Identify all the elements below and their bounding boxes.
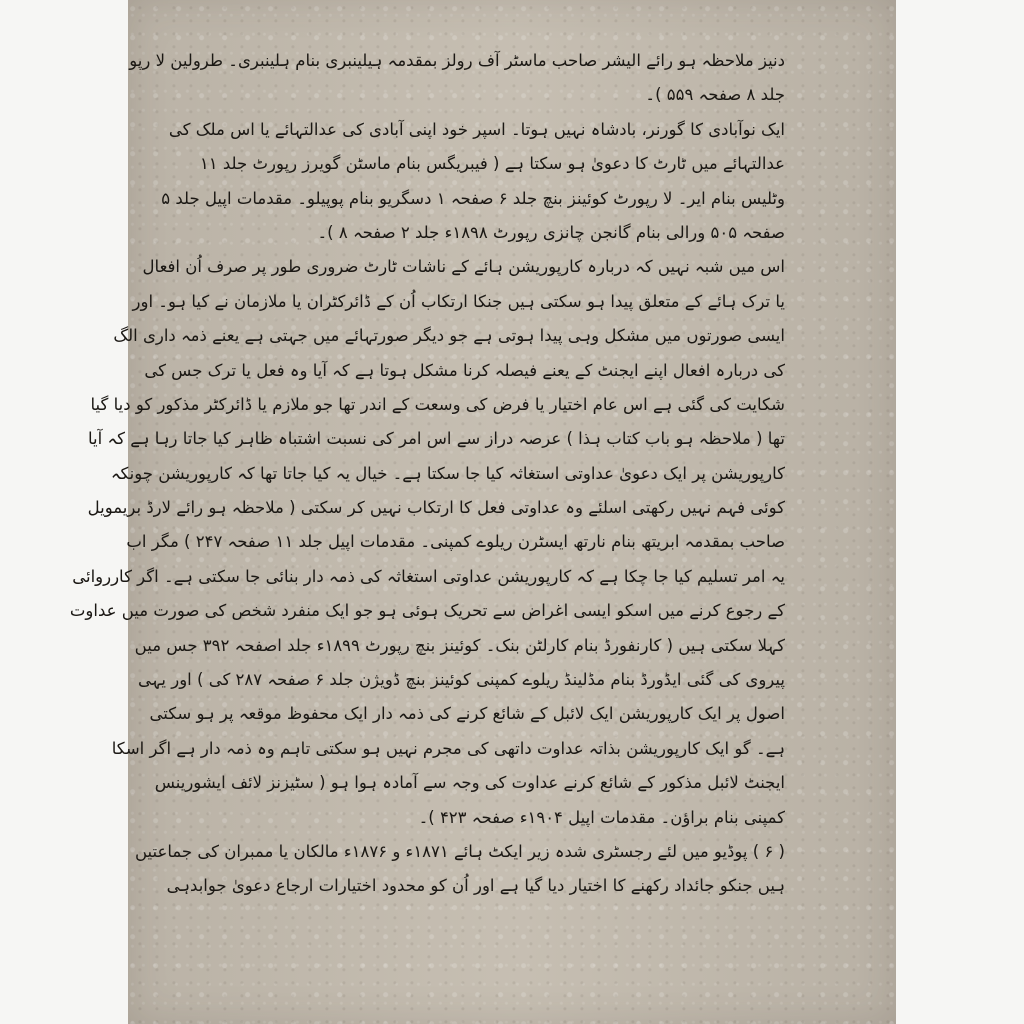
text-line: پیروی کی گئی ایڈورڈ بنام مڈلینڈ ریلوے کمپنی کوئینز بنچ ڈویژن جلد ۶ صفحہ ۲۸۷ کی ) اور یہی <box>137 670 785 690</box>
text-line: جلد ۸ صفحہ ۵۵۹ )۔ <box>645 85 785 105</box>
text-line: صفحہ ۵۰۵ ورالی بنام گانجن چانزی رپورٹ ۱۸۹۸ء جلد ۲ صفحہ ۸ )۔ <box>317 222 785 242</box>
text-line: کمپنی بنام براؤن۔ مقدمات اپیل ۱۹۰۴ء صفحہ ۴۲۳ )۔ <box>418 807 785 827</box>
text-line: کوئی فہم نہیں رکھتی اسلئے وہ عداوتی فعل کا ارتکاب نہیں کر سکتی ( ملاحظہ ہو رائے لارڈ بریمویل <box>87 498 785 518</box>
text-line: کی دربارہ افعال اپنے ایجنٹ کے یعنے فیصلہ کرنا مشکل ہوتا ہے کہ آیا وہ فعل یا ترک جس کی <box>144 360 785 380</box>
text-line: یہ امر تسلیم کیا جا چکا ہے کہ کارپوریشن عداوتی استغاثہ کی ذمہ دار بنائی جا سکتی ہے۔ اگر کارروائی <box>72 566 785 586</box>
text-line: شکایت کی گئی ہے اس عام اختیار یا فرض کی وسعت کے اندر تھا جو ملازم یا ڈائرکٹر مذکور کو دیا گیا <box>90 394 785 414</box>
text-line: اصول پر ایک کارپوریشن ایک لائبل کے شائع کرنے کی ذمہ دار ایک محفوظ موقعہ پر ہو سکتی <box>149 704 785 724</box>
text-line: ( ۶ ) پوڈیو میں لئے رجسٹری شدہ زیر ایکٹ ہائے ۱۸۷۱ء و ۱۸۷۶ء مالکان یا ممبران کی جماعتیں <box>134 841 785 861</box>
text-line: تھا ( ملاحظہ ہو باب کتاب ہذا ) عرصہ دراز سے اس امر کی نسبت اشتباہ ظاہر کیا جاتا رہا ہے کہ آیا <box>88 429 785 449</box>
text-line: ایسی صورتوں میں مشکل وہی پیدا ہوتی ہے جو دیگر صورتہائے میں جہتی ہے یعنے ذمہ داری الگ <box>113 326 785 346</box>
text-line: صاحب بمقدمہ ابریتھ بنام نارتھ ایسٹرن ریلوے کمپنی۔ مقدمات اپیل جلد ۱۱ صفحہ ۲۴۷ ) مگر اب <box>126 532 785 552</box>
text-line: کارپوریشن پر ایک دعویٰ عداوتی استغاثہ کیا جا سکتا ہے۔ خیال یہ کیا جاتا تھا کہ کارپوریشن چونکہ <box>110 463 785 483</box>
text-line: عدالتہائے میں ٹارٹ کا دعویٰ ہو سکتا ہے ( فیبریگس بنام ماسٹن گویرز رپورٹ جلد ۱۱ <box>199 154 785 174</box>
text-line: ایجنٹ لائبل مذکور کے شائع کرنے عداوت کی وجہ سے آمادہ ہوا ہو ( سٹیزنز لائف ایشورینس <box>154 773 785 793</box>
text-line: وٹلیس بنام ایر۔ لا رپورٹ کوئینز بنچ جلد ۶ صفحہ ۱ دسگریو بنام پوپیلو۔ مقدمات اپیل جلد ۵ <box>161 188 785 208</box>
text-line: کہلا سکتی ہیں ( کارنفورڈ بنام کارلٹن بنک۔ کوئینز بنچ رپورٹ ۱۸۹۹ء جلد اصفحہ ۳۹۲ جس میں <box>134 635 785 655</box>
text-line: دنیز ملاحظہ ہو رائے الیشر صاحب ماسٹر آف رولز بمقدمہ ہیلینبری بنام ہلینبری۔ طرولین لا رپو <box>129 51 785 70</box>
urdu-text-block <box>69 44 785 964</box>
text-line: ہیں جنکو جائداد رکھنے کا اختیار دیا گیا ہے اور اُن کو محدود اختیارات ارجاع دعویٰ جوابدہی <box>166 876 785 896</box>
text-line: کے رجوع کرنے میں اسکو ایسی اغراض سے تحریک ہوئی ہو جو ایک منفرد شخص کی صورت میں عداوت <box>69 601 785 621</box>
text-line: ہے۔ گو ایک کارپوریشن بذاتہ عداوت داتھی کی مجرم نہیں ہو سکتی تاہم وہ ذمہ دار ہے اگر اسکا <box>111 738 785 758</box>
text-line: ایک نوآبادی کا گورنر، بادشاہ نہیں ہوتا۔ اسپر خود اپنی آبادی کی عدالتہائے یا اس ملک کی <box>168 119 785 139</box>
text-line: اس میں شبہ نہیں کہ دربارہ کارپوریشن ہائے کے ناشات ٹارٹ ضروری طور پر صرف اُن افعال <box>142 257 785 277</box>
text-line: یا ترک ہائے کے متعلق پیدا ہو سکتی ہیں جنکا ارتکاب اُن کے ڈائرکٹران یا ملازمان نے کیا ہو۔ اور <box>132 291 785 311</box>
